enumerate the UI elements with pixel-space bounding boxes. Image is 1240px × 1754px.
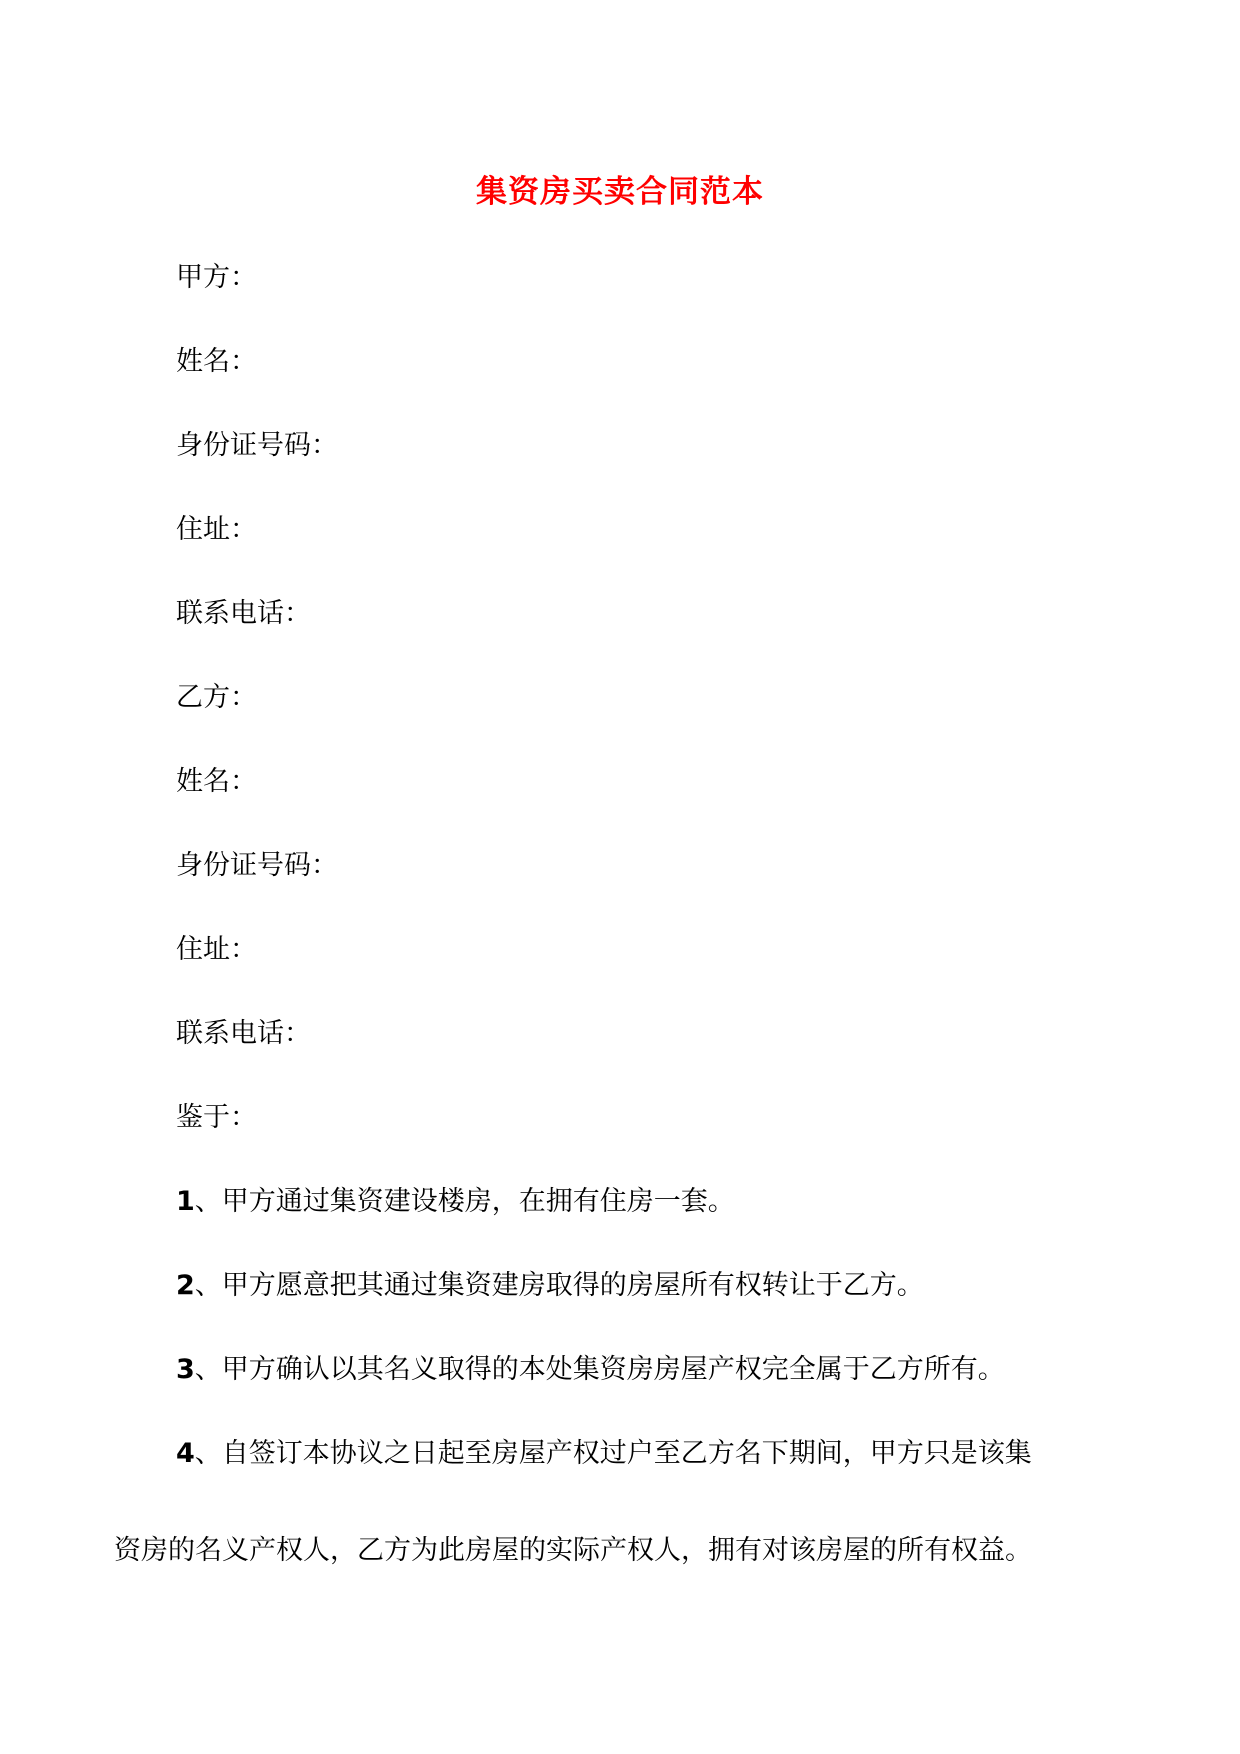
clause-number: 1 [176,1186,195,1217]
party-a-phone-label: 联系电话： [176,598,311,629]
whereas-heading: 鉴于： [176,1102,257,1133]
party-a-id-label: 身份证号码： [176,430,338,461]
clause-4 [176,1434,1032,1474]
clause-text: 、甲方愿意把其通过集资建房取得的房屋所有权转让于乙方。 [194,1270,924,1301]
clause-4-continuation: 资房的名义产权人，乙方为此房屋的实际产权人，拥有对该房屋的所有权益。 [114,1535,1032,1566]
party-a-address-label: 住址： [176,514,257,545]
clause-text: 、甲方确认以其名义取得的本处集资房房屋产权完全属于乙方所有。 [194,1354,1005,1385]
party-b-name-label: 姓名： [176,766,257,797]
party-a-heading: 甲方： [176,262,257,293]
document-title: 集资房买卖合同范本 [476,174,764,210]
party-b-phone-label: 联系电话： [176,1018,311,1049]
party-b-id-label: 身份证号码： [176,850,338,881]
clause-number: 2 [176,1270,195,1301]
clause-text: 、甲方通过集资建设楼房，在拥有住房一套。 [194,1186,735,1217]
party-b-heading: 乙方： [176,682,257,713]
clause-1 [176,1182,735,1222]
clause-number: 3 [176,1354,195,1385]
clause-3 [176,1350,1005,1390]
clause-text: 、自签订本协议之日起至房屋产权过户至乙方名下期间，甲方只是该集 [194,1438,1032,1469]
clause-2 [176,1266,924,1306]
party-b-address-label: 住址： [176,934,257,965]
clause-number: 4 [176,1438,195,1469]
party-a-name-label: 姓名： [176,346,257,377]
